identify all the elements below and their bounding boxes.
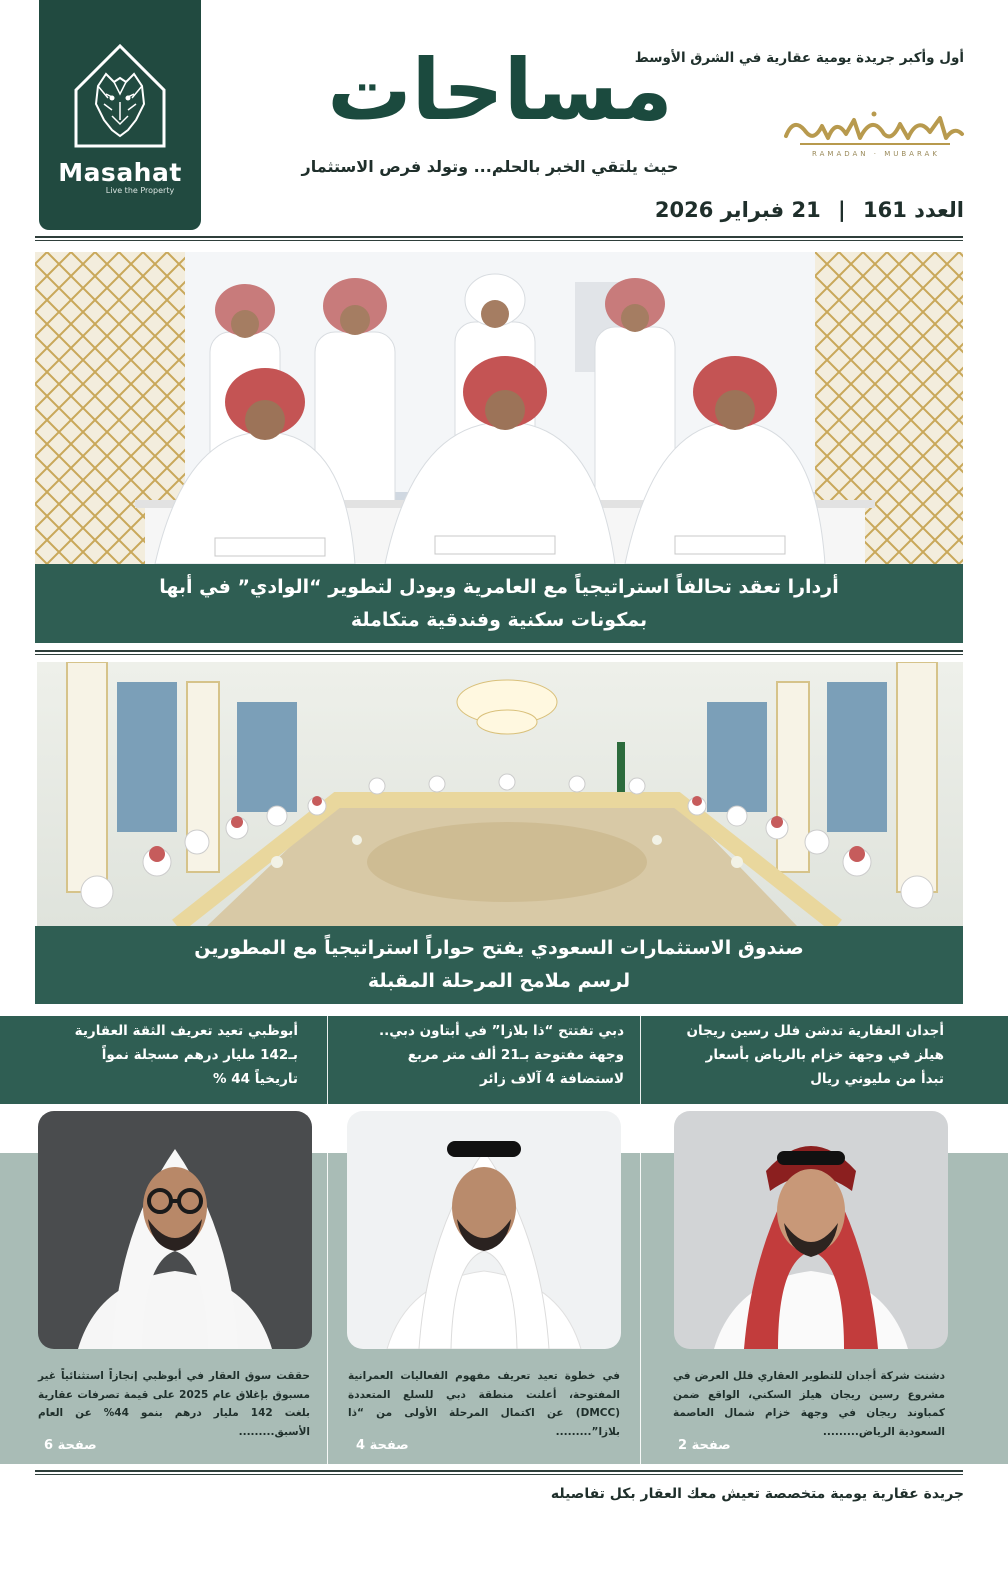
ramadan-mubarak-emblem xyxy=(780,108,966,164)
footer-divider xyxy=(35,1470,963,1475)
footer-tagline: جريدة عقارية يومية متخصصة تعيش معك العقار بكل تفاصيله xyxy=(550,1486,964,1502)
man-glasses-portrait xyxy=(38,1111,312,1349)
masthead-tagline: أول وأكبر جريدة يومية عقارية في الشرق الأوسط xyxy=(634,50,964,66)
masthead-divider xyxy=(35,236,963,241)
column-1-page-link[interactable]: صفحة 2 xyxy=(678,1438,731,1453)
column-3-portrait[interactable] xyxy=(38,1111,312,1349)
ramadan-english: RAMADAN · MUBARAK xyxy=(812,150,940,158)
column-2-headline[interactable] xyxy=(334,1019,624,1091)
masahat-logo[interactable] xyxy=(39,0,201,230)
column-1-portrait[interactable] xyxy=(674,1111,948,1349)
headline-line: وجهة مفتوحة بـ21 ألف متر مربع xyxy=(407,1047,624,1063)
newspaper-slogan: حيث يلتقي الخبر بالحلم... وتولد فرص الاستثمار xyxy=(301,157,679,176)
headline-line: أبوظبي تعيد تعريف الثقة العقارية xyxy=(74,1023,298,1039)
column-2-body: في خطوة تعيد تعريف مفهوم الفعاليات العمرانية المفتوحة، أعلنت منطقة دبي للسلع المتعددة (DMCC) عن اكتمال المرحلة الأولى من “ذا بلازا”......... xyxy=(348,1370,620,1438)
lead-headline-line-2: بمكونات سكنية وفندقية متكاملة xyxy=(350,608,648,631)
headline-line: هيلز في وجهة خزام بالرياض بأسعار xyxy=(705,1047,944,1063)
column-1-headline[interactable] xyxy=(644,1019,944,1091)
column-1-body: دشنت شركة أجدان للتطوير العقاري فلل العرض في مشروع رسين ريجان هيلز السكني، الواقع ضمن كمباوند ريجان في وجهة خزام شمال العاصمة السعودية الرياض......... xyxy=(673,1370,945,1438)
issue-separator: | xyxy=(838,198,846,222)
column-2-page-link[interactable]: صفحة 4 xyxy=(356,1438,409,1453)
column-2-portrait[interactable] xyxy=(347,1111,621,1349)
issue-info xyxy=(655,198,964,222)
man-red-ghutra-portrait xyxy=(674,1111,948,1349)
second-story-photo[interactable] xyxy=(37,662,963,926)
second-headline-line-2: لرسم ملامح المرحلة المقبلة xyxy=(367,970,631,992)
section-divider xyxy=(35,650,963,655)
column-3-body: حققت سوق العقار في أبوظبي إنجازاً استثنائياً غير مسبوق بإغلاق عام 2025 على قيمة تصرفات عقارية بلغت 142 مليار درهم بنمو 44% عن العام الأسبق......... xyxy=(38,1370,310,1438)
logo-tagline: Live the Property xyxy=(105,186,175,195)
issue-date: 21 فبراير 2026 xyxy=(654,198,821,222)
tiger-house-icon xyxy=(68,38,172,150)
headline-line: دبي تفتتح “ذا بلازا” في أبتاون دبي.. xyxy=(378,1023,624,1039)
conference-hall-image xyxy=(37,662,963,926)
headline-line: بـ142 مليار درهم مسجلة نمواً xyxy=(101,1047,298,1063)
ramadan-calligraphy-icon xyxy=(780,108,966,148)
second-story-headline[interactable] xyxy=(35,926,963,1004)
lead-story-photo[interactable] xyxy=(35,252,963,564)
man-white-ghutra-portrait xyxy=(347,1111,621,1349)
headline-line: أجدان العقارية تدشن فلل رسين ريجان xyxy=(686,1023,944,1039)
column-divider xyxy=(640,1016,641,1464)
lead-story-headline[interactable] xyxy=(35,564,963,643)
headline-line: تاريخياً 44 % xyxy=(212,1071,298,1087)
logo-wordmark: Masahat xyxy=(58,158,182,187)
lead-headline-line-1: أردارا تعقد تحالفاً استراتيجياً مع العامرية وبودل لتطوير “الوادي” في أبها xyxy=(159,575,839,598)
column-divider xyxy=(327,1016,328,1464)
newspaper-title[interactable]: مساحات xyxy=(327,41,673,139)
signing-ceremony-image xyxy=(35,252,963,564)
headline-line: تبدأ من مليوني ريال xyxy=(810,1071,944,1087)
issue-number: العدد 161 xyxy=(863,198,964,222)
headline-line: لاستضافة 4 آلاف زائر xyxy=(480,1071,624,1087)
column-3-headline[interactable] xyxy=(8,1019,298,1091)
second-headline-line-1: صندوق الاستثمارات السعودي يفتح حواراً استراتيجياً مع المطورين xyxy=(194,937,804,959)
column-3-page-link[interactable]: صفحة 6 xyxy=(44,1438,97,1453)
